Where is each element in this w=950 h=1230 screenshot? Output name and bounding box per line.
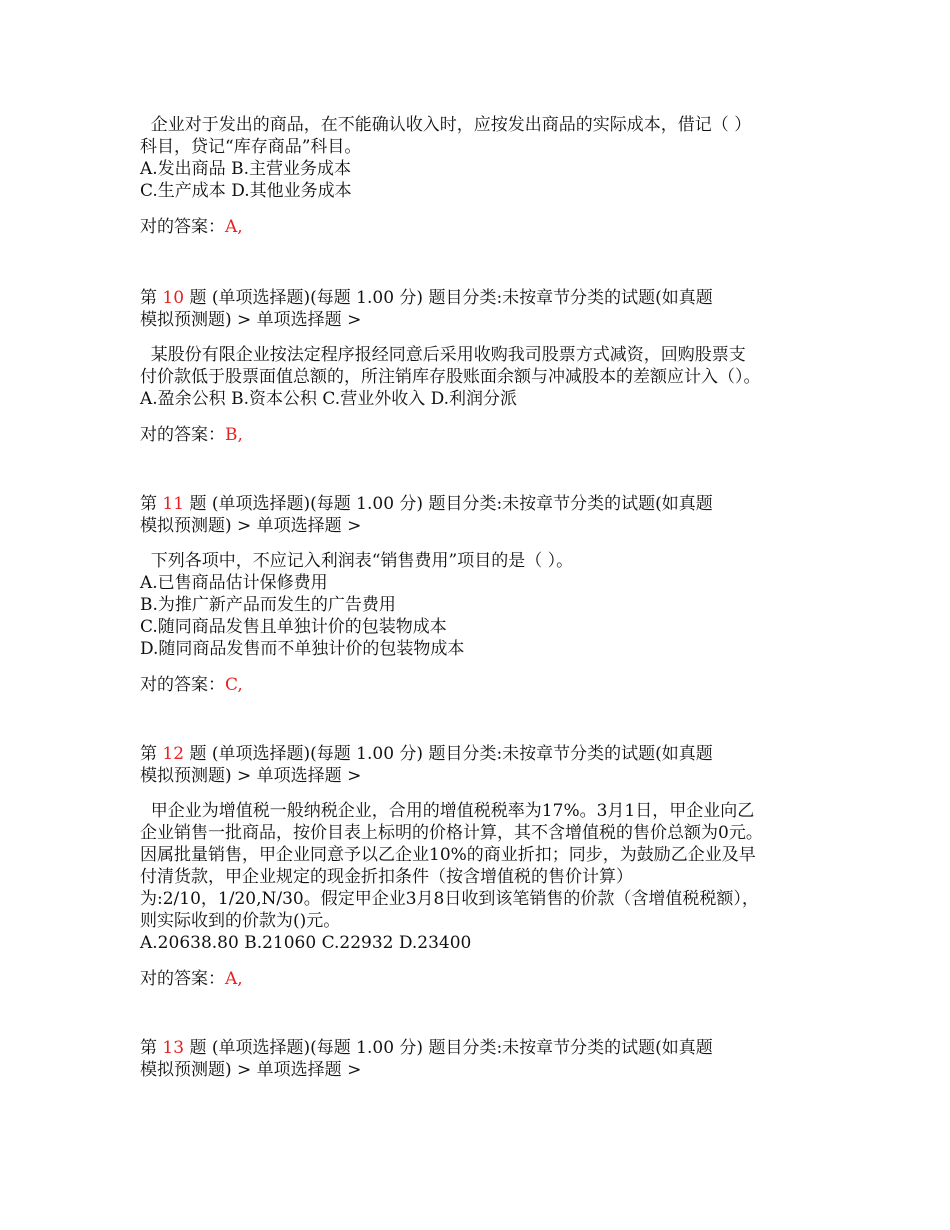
option-line: A.盈余公积 B.资本公积 C.营业外收入 D.利润分派 [140, 389, 518, 409]
header-prefix: 第 [140, 288, 163, 308]
question-number: 10 [162, 288, 185, 308]
option-line: A.20638.80 B.21060 C.22932 D.23400 [140, 933, 472, 953]
question-header [140, 493, 713, 515]
option-line: A.已售商品估计保修费用 [140, 573, 328, 593]
header-text: 题 (单项选择题)(每题 1.00 分) 题目分类:未按章节分类的试题(如真题 [184, 288, 713, 308]
answer-label: 对的答案： [140, 675, 225, 695]
question-stem-line: 企业对于发出的商品，在不能确认收入时，应按发出商品的实际成本，借记（ ） [140, 115, 752, 135]
option-line: C.随同商品发售且单独计价的包装物成本 [140, 617, 447, 637]
question-header-line2: 模拟预测题) > 单项选择题 > [140, 766, 362, 786]
question-header-line2: 模拟预测题) > 单项选择题 > [140, 1060, 362, 1080]
answer-value: C, [225, 675, 243, 695]
answer-value: B, [225, 425, 243, 445]
question-header-line2: 模拟预测题) > 单项选择题 > [140, 516, 362, 536]
answer-line [140, 674, 243, 696]
header-text: 题 (单项选择题)(每题 1.00 分) 题目分类:未按章节分类的试题(如真题 [184, 494, 713, 514]
question-stem-line: 企业销售一批商品，按价目表上标明的价格计算，其不含增值税的售价总额为0元。 [140, 823, 763, 843]
question-number: 12 [162, 744, 185, 764]
option-line: B.为推广新产品而发生的广告费用 [140, 595, 396, 615]
question-stem-line: 因属批量销售，甲企业同意予以乙企业10%的商业折扣；同步，为鼓励乙企业及早 [140, 845, 756, 865]
question-header [140, 287, 713, 309]
answer-value: A, [225, 969, 243, 989]
question-stem-line: 为:2/10，1/20,N/30。假定甲企业3月8日收到该笔销售的价款（含增值税税额）， [140, 889, 759, 909]
option-line: C.生产成本 D.其他业务成本 [140, 181, 352, 201]
question-header-line2: 模拟预测题) > 单项选择题 > [140, 310, 362, 330]
option-line: A.发出商品 B.主营业务成本 [140, 159, 351, 179]
question-number: 13 [162, 1038, 185, 1058]
header-prefix: 第 [140, 494, 163, 514]
answer-line [140, 216, 243, 238]
answer-line [140, 424, 243, 446]
question-stem-line: 下列各项中，不应记入利润表“销售费用”项目的是（ ）。 [140, 551, 574, 571]
question-header [140, 1037, 713, 1059]
answer-label: 对的答案： [140, 969, 225, 989]
header-prefix: 第 [140, 744, 163, 764]
answer-label: 对的答案： [140, 425, 225, 445]
question-stem-line: 则实际收到的价款为()元。 [140, 911, 341, 931]
question-stem-line: 付价款低于股票面值总额的，所注销库存股账面余额与冲减股本的差额应计入（）。 [140, 367, 761, 387]
option-line: D.随同商品发售而不单独计价的包装物成本 [140, 639, 465, 659]
header-text: 题 (单项选择题)(每题 1.00 分) 题目分类:未按章节分类的试题(如真题 [184, 744, 713, 764]
question-stem-line: 某股份有限企业按法定程序报经同意后采用收购我司股票方式减资，回购股票支 [140, 345, 746, 365]
question-stem-line: 甲企业为增值税一般纳税企业，合用的增值税税率为17%。3月1日，甲企业向乙 [140, 801, 755, 821]
header-text: 题 (单项选择题)(每题 1.00 分) 题目分类:未按章节分类的试题(如真题 [184, 1038, 713, 1058]
question-stem-line: 科目，贷记“库存商品”科目。 [140, 137, 362, 157]
answer-value: A, [225, 217, 243, 237]
header-prefix: 第 [140, 1038, 163, 1058]
question-number: 11 [162, 494, 185, 514]
answer-line [140, 968, 243, 990]
question-header [140, 743, 713, 765]
answer-label: 对的答案： [140, 217, 225, 237]
question-stem-line: 付清货款，甲企业规定的现金折扣条件（按含增值税的售价计算） [140, 867, 633, 887]
